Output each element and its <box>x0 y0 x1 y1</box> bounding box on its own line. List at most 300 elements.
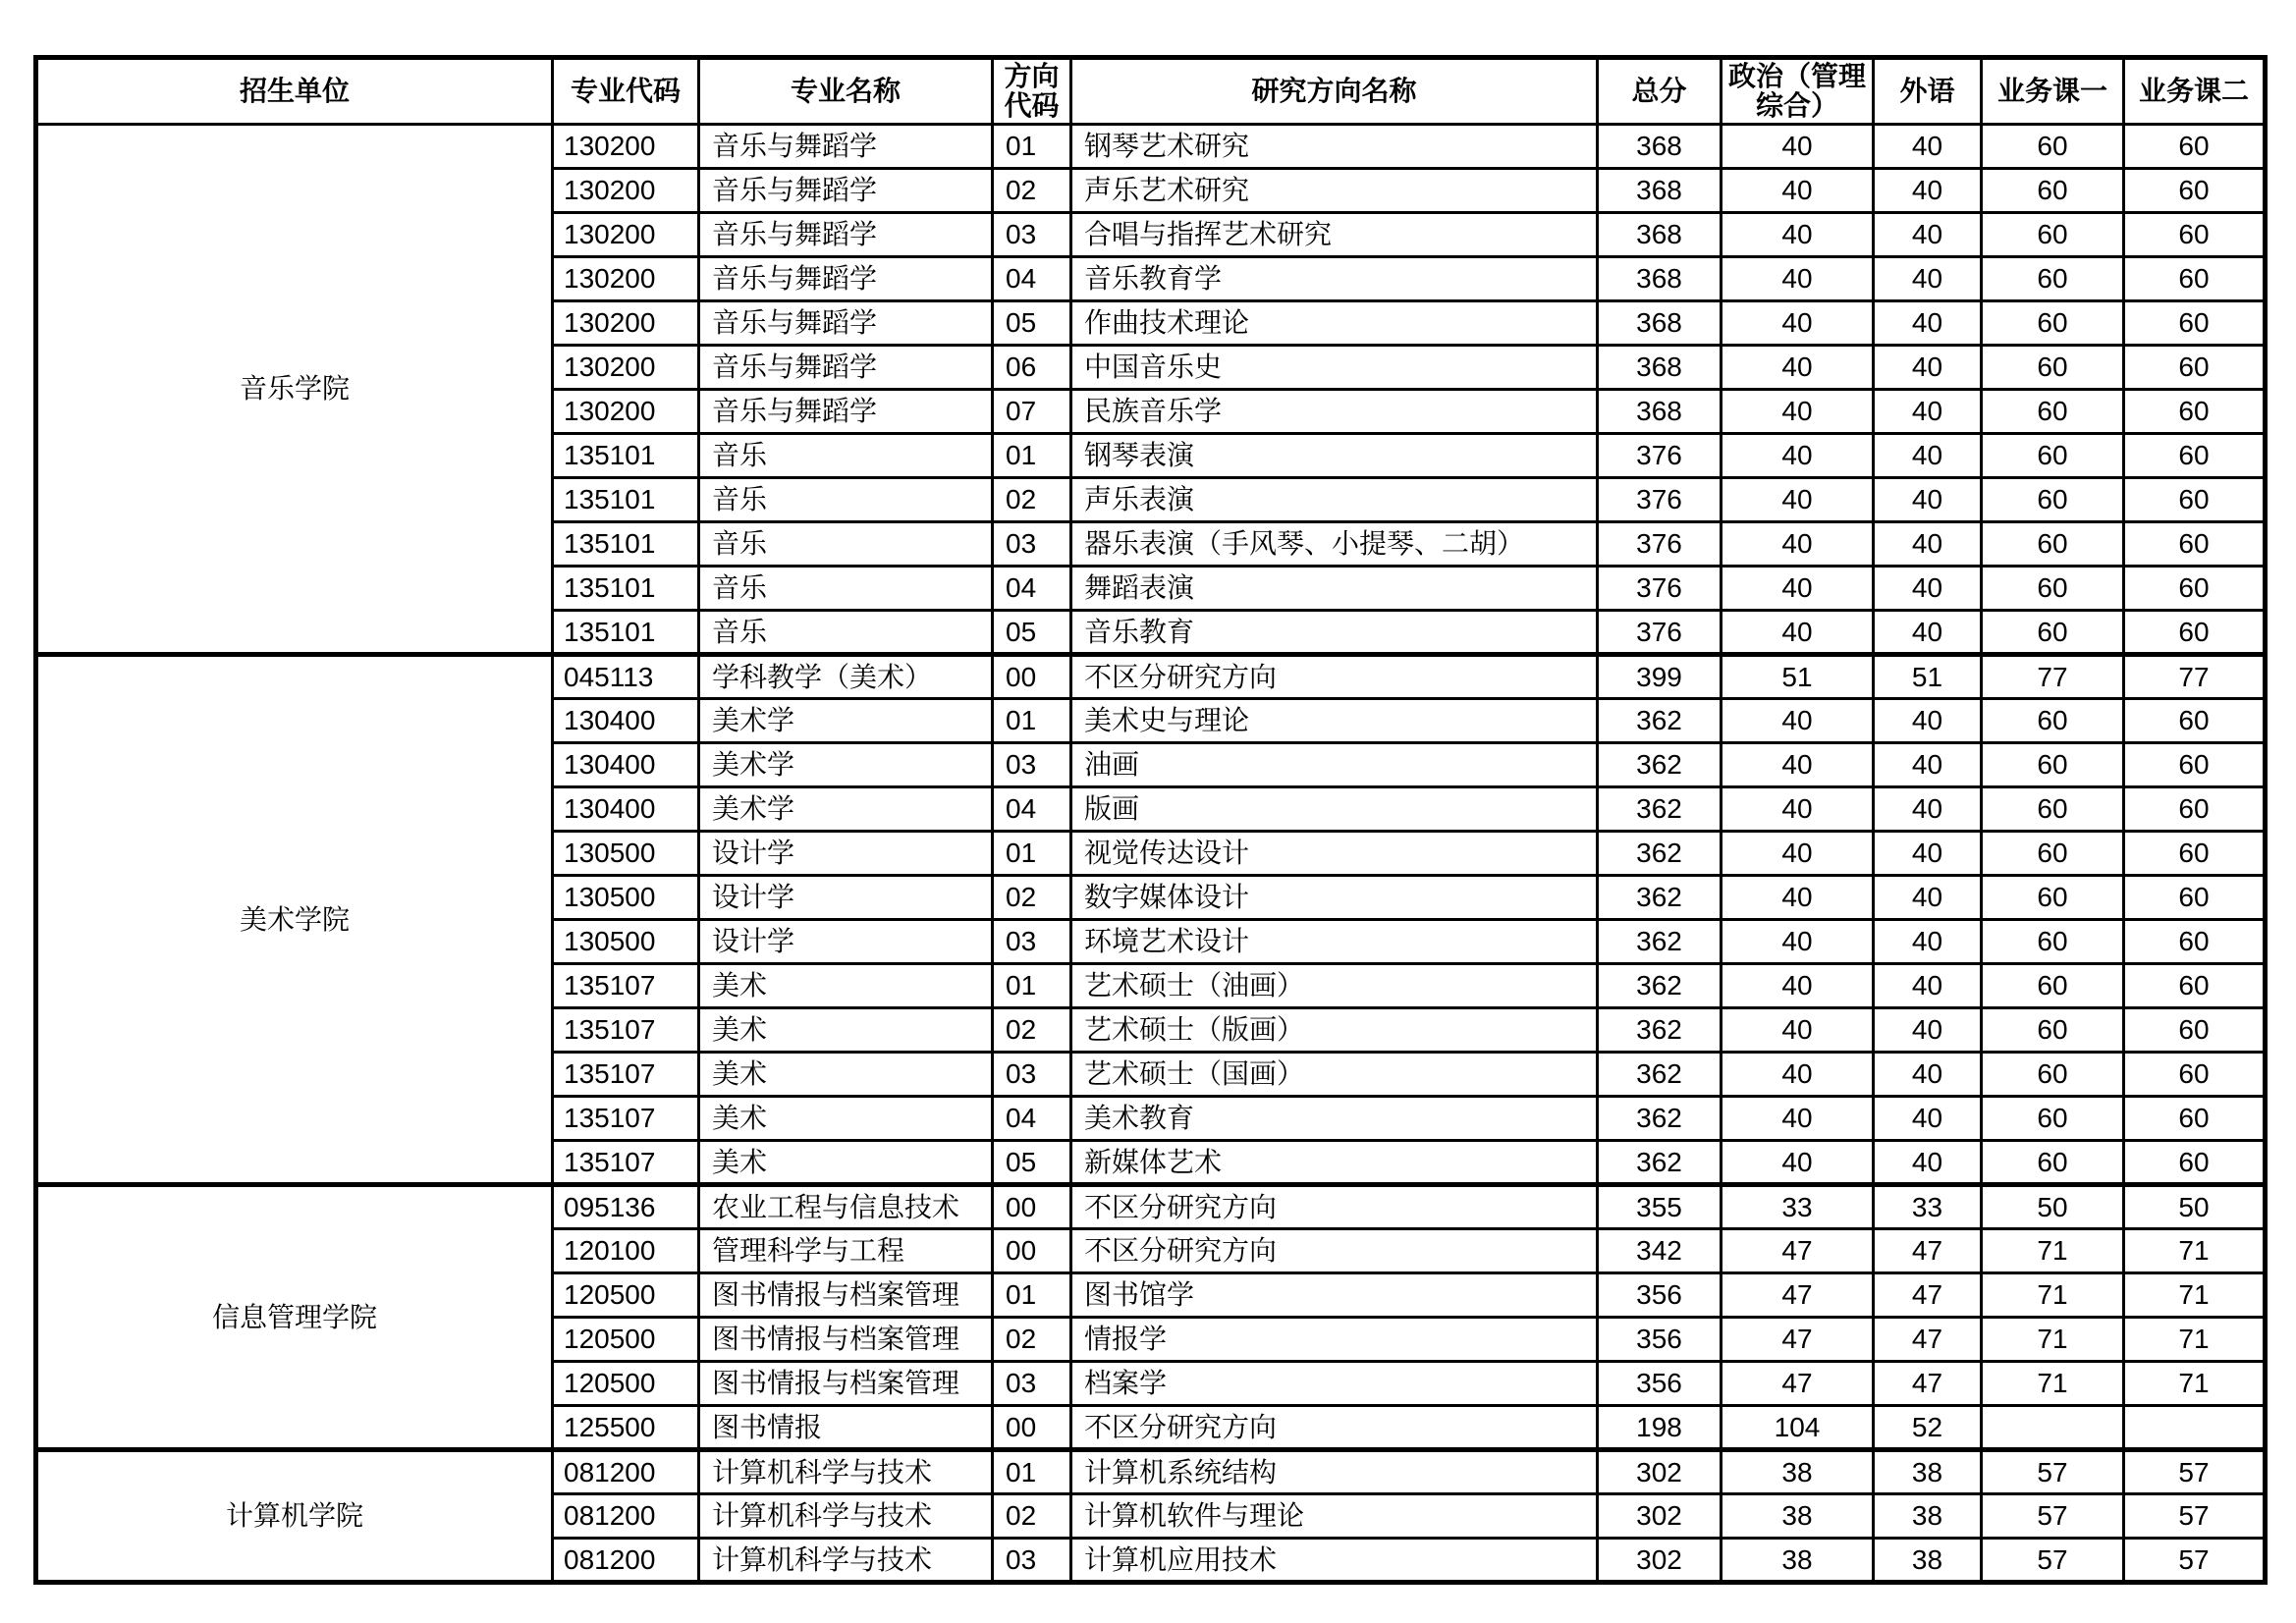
major-code-cell: 135101 <box>553 434 699 478</box>
major-code-cell: 130400 <box>553 743 699 787</box>
course2-score-cell: 60 <box>2124 1097 2266 1141</box>
table-head <box>36 58 2266 125</box>
direction-name-cell: 视觉传达设计 <box>1071 832 1598 876</box>
politics-score-cell: 40 <box>1722 257 1874 301</box>
course1-score-cell: 60 <box>1982 346 2124 390</box>
course2-score-cell: 60 <box>2124 125 2266 169</box>
direction-name-cell: 数字媒体设计 <box>1071 876 1598 920</box>
direction-code-cell: 05 <box>993 611 1071 655</box>
foreign-language-score-cell: 40 <box>1874 257 1982 301</box>
foreign-language-score-cell: 40 <box>1874 832 1982 876</box>
total-score-cell: 356 <box>1598 1362 1722 1406</box>
direction-code-cell: 04 <box>993 787 1071 832</box>
total-score-cell: 362 <box>1598 920 1722 964</box>
column-header-course2: 业务课二 <box>2124 58 2266 125</box>
major-code-cell: 135107 <box>553 964 699 1008</box>
column-header-major-code: 专业代码 <box>553 58 699 125</box>
unit-cell: 信息管理学院 <box>36 1185 553 1450</box>
major-code-cell: 130400 <box>553 699 699 743</box>
table-row <box>36 1185 2266 1229</box>
major-code-cell: 130500 <box>553 920 699 964</box>
politics-score-cell: 40 <box>1722 346 1874 390</box>
foreign-language-score-cell: 40 <box>1874 346 1982 390</box>
politics-score-cell: 51 <box>1722 655 1874 699</box>
politics-score-cell: 33 <box>1722 1185 1874 1229</box>
foreign-language-score-cell: 40 <box>1874 567 1982 611</box>
direction-name-cell: 声乐表演 <box>1071 478 1598 522</box>
politics-score-cell: 40 <box>1722 920 1874 964</box>
total-score-cell: 362 <box>1598 1008 1722 1053</box>
politics-score-cell: 40 <box>1722 522 1874 567</box>
total-score-cell: 362 <box>1598 787 1722 832</box>
major-code-cell: 125500 <box>553 1406 699 1450</box>
direction-code-cell: 01 <box>993 964 1071 1008</box>
major-code-cell: 135107 <box>553 1008 699 1053</box>
direction-name-cell: 音乐教育 <box>1071 611 1598 655</box>
course1-score-cell: 57 <box>1982 1539 2124 1583</box>
direction-name-cell: 版画 <box>1071 787 1598 832</box>
total-score-cell: 198 <box>1598 1406 1722 1450</box>
major-code-cell: 120500 <box>553 1362 699 1406</box>
direction-name-cell: 不区分研究方向 <box>1071 1406 1598 1450</box>
course1-score-cell: 57 <box>1982 1494 2124 1539</box>
course1-score-cell: 60 <box>1982 787 2124 832</box>
politics-score-cell: 40 <box>1722 390 1874 434</box>
course2-score-cell: 71 <box>2124 1362 2266 1406</box>
course2-score-cell <box>2124 1406 2266 1450</box>
direction-name-cell: 作曲技术理论 <box>1071 301 1598 346</box>
course2-score-cell: 60 <box>2124 567 2266 611</box>
direction-name-cell: 合唱与指挥艺术研究 <box>1071 213 1598 257</box>
course1-score-cell: 57 <box>1982 1450 2124 1494</box>
table-row <box>36 1450 2266 1494</box>
unit-cell: 计算机学院 <box>36 1450 553 1583</box>
course1-score-cell: 60 <box>1982 125 2124 169</box>
major-name-cell: 美术 <box>699 1097 993 1141</box>
total-score-cell: 362 <box>1598 964 1722 1008</box>
major-name-cell: 计算机科学与技术 <box>699 1494 993 1539</box>
foreign-language-score-cell: 40 <box>1874 876 1982 920</box>
major-code-cell: 130400 <box>553 787 699 832</box>
course2-score-cell: 71 <box>2124 1273 2266 1318</box>
course1-score-cell: 60 <box>1982 743 2124 787</box>
course1-score-cell: 60 <box>1982 567 2124 611</box>
course1-score-cell: 71 <box>1982 1229 2124 1273</box>
direction-code-cell: 03 <box>993 743 1071 787</box>
total-score-cell: 342 <box>1598 1229 1722 1273</box>
major-name-cell: 图书情报与档案管理 <box>699 1273 993 1318</box>
foreign-language-score-cell: 40 <box>1874 390 1982 434</box>
major-code-cell: 130200 <box>553 213 699 257</box>
direction-name-cell: 油画 <box>1071 743 1598 787</box>
course2-score-cell: 60 <box>2124 257 2266 301</box>
foreign-language-score-cell: 40 <box>1874 699 1982 743</box>
politics-score-cell: 40 <box>1722 699 1874 743</box>
course1-score-cell: 77 <box>1982 655 2124 699</box>
total-score-cell: 368 <box>1598 169 1722 213</box>
major-code-cell: 130500 <box>553 876 699 920</box>
major-name-cell: 美术 <box>699 1008 993 1053</box>
total-score-cell: 362 <box>1598 876 1722 920</box>
direction-name-cell: 钢琴表演 <box>1071 434 1598 478</box>
foreign-language-score-cell: 40 <box>1874 169 1982 213</box>
foreign-language-score-cell: 40 <box>1874 743 1982 787</box>
course1-score-cell: 60 <box>1982 611 2124 655</box>
course1-score-cell: 60 <box>1982 257 2124 301</box>
course2-score-cell: 71 <box>2124 1318 2266 1362</box>
total-score-cell: 376 <box>1598 434 1722 478</box>
direction-code-cell: 05 <box>993 1141 1071 1185</box>
course2-score-cell: 60 <box>2124 699 2266 743</box>
foreign-language-score-cell: 40 <box>1874 1097 1982 1141</box>
direction-name-cell: 档案学 <box>1071 1362 1598 1406</box>
direction-name-cell: 不区分研究方向 <box>1071 1185 1598 1229</box>
course1-score-cell: 60 <box>1982 1141 2124 1185</box>
politics-score-cell: 40 <box>1722 213 1874 257</box>
politics-score-cell: 104 <box>1722 1406 1874 1450</box>
major-name-cell: 音乐与舞蹈学 <box>699 125 993 169</box>
politics-score-cell: 40 <box>1722 787 1874 832</box>
major-name-cell: 音乐与舞蹈学 <box>699 257 993 301</box>
course2-score-cell: 60 <box>2124 611 2266 655</box>
direction-code-cell: 04 <box>993 257 1071 301</box>
direction-code-cell: 01 <box>993 434 1071 478</box>
direction-name-cell: 环境艺术设计 <box>1071 920 1598 964</box>
table-header-row <box>36 58 2266 125</box>
politics-score-cell: 40 <box>1722 301 1874 346</box>
total-score-cell: 368 <box>1598 301 1722 346</box>
course1-score-cell <box>1982 1406 2124 1450</box>
column-header-politics: 政治（管理综合） <box>1722 58 1874 125</box>
foreign-language-score-cell: 47 <box>1874 1318 1982 1362</box>
foreign-language-score-cell: 40 <box>1874 1053 1982 1097</box>
course1-score-cell: 71 <box>1982 1362 2124 1406</box>
course2-score-cell: 60 <box>2124 213 2266 257</box>
total-score-cell: 362 <box>1598 743 1722 787</box>
major-name-cell: 音乐与舞蹈学 <box>699 213 993 257</box>
direction-code-cell: 01 <box>993 699 1071 743</box>
course1-score-cell: 60 <box>1982 699 2124 743</box>
direction-code-cell: 02 <box>993 169 1071 213</box>
foreign-language-score-cell: 40 <box>1874 611 1982 655</box>
direction-code-cell: 01 <box>993 1450 1071 1494</box>
direction-name-cell: 器乐表演（手风琴、小提琴、二胡） <box>1071 522 1598 567</box>
total-score-cell: 368 <box>1598 257 1722 301</box>
foreign-language-score-cell: 52 <box>1874 1406 1982 1450</box>
major-code-cell: 045113 <box>553 655 699 699</box>
major-name-cell: 美术学 <box>699 787 993 832</box>
major-name-cell: 计算机科学与技术 <box>699 1450 993 1494</box>
foreign-language-score-cell: 47 <box>1874 1362 1982 1406</box>
major-name-cell: 管理科学与工程 <box>699 1229 993 1273</box>
major-name-cell: 音乐与舞蹈学 <box>699 390 993 434</box>
direction-code-cell: 03 <box>993 1539 1071 1583</box>
total-score-cell: 362 <box>1598 699 1722 743</box>
direction-code-cell: 00 <box>993 655 1071 699</box>
column-header-major-name: 专业名称 <box>699 58 993 125</box>
direction-name-cell: 计算机系统结构 <box>1071 1450 1598 1494</box>
total-score-cell: 368 <box>1598 213 1722 257</box>
politics-score-cell: 40 <box>1722 434 1874 478</box>
direction-code-cell: 06 <box>993 346 1071 390</box>
course1-score-cell: 60 <box>1982 478 2124 522</box>
total-score-cell: 376 <box>1598 478 1722 522</box>
course1-score-cell: 60 <box>1982 213 2124 257</box>
major-name-cell: 设计学 <box>699 876 993 920</box>
major-name-cell: 图书情报与档案管理 <box>699 1318 993 1362</box>
total-score-cell: 399 <box>1598 655 1722 699</box>
course2-score-cell: 60 <box>2124 522 2266 567</box>
foreign-language-score-cell: 40 <box>1874 213 1982 257</box>
column-header-unit: 招生单位 <box>36 58 553 125</box>
major-name-cell: 设计学 <box>699 920 993 964</box>
major-name-cell: 音乐与舞蹈学 <box>699 346 993 390</box>
major-code-cell: 130500 <box>553 832 699 876</box>
course1-score-cell: 60 <box>1982 876 2124 920</box>
table-row <box>36 655 2266 699</box>
major-name-cell: 图书情报 <box>699 1406 993 1450</box>
major-code-cell: 130200 <box>553 390 699 434</box>
direction-name-cell: 艺术硕士（油画） <box>1071 964 1598 1008</box>
major-code-cell: 135107 <box>553 1053 699 1097</box>
major-code-cell: 135101 <box>553 611 699 655</box>
course1-score-cell: 60 <box>1982 964 2124 1008</box>
direction-code-cell: 02 <box>993 1318 1071 1362</box>
politics-score-cell: 40 <box>1722 743 1874 787</box>
course2-score-cell: 57 <box>2124 1539 2266 1583</box>
column-header-direction-name: 研究方向名称 <box>1071 58 1598 125</box>
direction-name-cell: 音乐教育学 <box>1071 257 1598 301</box>
total-score-cell: 356 <box>1598 1318 1722 1362</box>
major-name-cell: 音乐 <box>699 478 993 522</box>
unit-cell: 美术学院 <box>36 655 553 1185</box>
column-header-course1: 业务课一 <box>1982 58 2124 125</box>
major-code-cell: 130200 <box>553 257 699 301</box>
course2-score-cell: 60 <box>2124 920 2266 964</box>
total-score-cell: 302 <box>1598 1539 1722 1583</box>
major-name-cell: 图书情报与档案管理 <box>699 1362 993 1406</box>
foreign-language-score-cell: 40 <box>1874 301 1982 346</box>
politics-score-cell: 38 <box>1722 1539 1874 1583</box>
direction-code-cell: 03 <box>993 522 1071 567</box>
course1-score-cell: 60 <box>1982 434 2124 478</box>
major-code-cell: 135101 <box>553 522 699 567</box>
major-code-cell: 095136 <box>553 1185 699 1229</box>
direction-name-cell: 美术史与理论 <box>1071 699 1598 743</box>
total-score-cell: 368 <box>1598 125 1722 169</box>
major-code-cell: 135107 <box>553 1141 699 1185</box>
course2-score-cell: 60 <box>2124 1053 2266 1097</box>
major-name-cell: 学科教学（美术） <box>699 655 993 699</box>
politics-score-cell: 40 <box>1722 125 1874 169</box>
foreign-language-score-cell: 40 <box>1874 787 1982 832</box>
major-name-cell: 音乐 <box>699 567 993 611</box>
foreign-language-score-cell: 38 <box>1874 1494 1982 1539</box>
course2-score-cell: 60 <box>2124 478 2266 522</box>
major-name-cell: 音乐与舞蹈学 <box>699 169 993 213</box>
politics-score-cell: 38 <box>1722 1450 1874 1494</box>
direction-code-cell: 03 <box>993 1053 1071 1097</box>
major-name-cell: 美术 <box>699 1141 993 1185</box>
direction-name-cell: 不区分研究方向 <box>1071 655 1598 699</box>
direction-name-cell: 艺术硕士（国画） <box>1071 1053 1598 1097</box>
direction-name-cell: 声乐艺术研究 <box>1071 169 1598 213</box>
foreign-language-score-cell: 40 <box>1874 1008 1982 1053</box>
direction-code-cell: 00 <box>993 1185 1071 1229</box>
course2-score-cell: 60 <box>2124 787 2266 832</box>
direction-name-cell: 钢琴艺术研究 <box>1071 125 1598 169</box>
foreign-language-score-cell: 40 <box>1874 434 1982 478</box>
foreign-language-score-cell: 40 <box>1874 125 1982 169</box>
total-score-cell: 302 <box>1598 1450 1722 1494</box>
course2-score-cell: 57 <box>2124 1494 2266 1539</box>
course1-score-cell: 60 <box>1982 169 2124 213</box>
politics-score-cell: 40 <box>1722 478 1874 522</box>
politics-score-cell: 40 <box>1722 611 1874 655</box>
direction-code-cell: 01 <box>993 832 1071 876</box>
course2-score-cell: 60 <box>2124 1008 2266 1053</box>
direction-name-cell: 舞蹈表演 <box>1071 567 1598 611</box>
course2-score-cell: 57 <box>2124 1450 2266 1494</box>
column-header-direction-code: 方向代码 <box>993 58 1071 125</box>
major-code-cell: 081200 <box>553 1450 699 1494</box>
foreign-language-score-cell: 38 <box>1874 1450 1982 1494</box>
direction-code-cell: 00 <box>993 1406 1071 1450</box>
direction-name-cell: 中国音乐史 <box>1071 346 1598 390</box>
direction-name-cell: 民族音乐学 <box>1071 390 1598 434</box>
politics-score-cell: 47 <box>1722 1273 1874 1318</box>
course2-score-cell: 60 <box>2124 346 2266 390</box>
direction-code-cell: 02 <box>993 1008 1071 1053</box>
politics-score-cell: 40 <box>1722 876 1874 920</box>
course1-score-cell: 60 <box>1982 832 2124 876</box>
course1-score-cell: 71 <box>1982 1318 2124 1362</box>
column-header-total-score: 总分 <box>1598 58 1722 125</box>
course2-score-cell: 60 <box>2124 169 2266 213</box>
direction-name-cell: 计算机软件与理论 <box>1071 1494 1598 1539</box>
politics-score-cell: 38 <box>1722 1494 1874 1539</box>
major-code-cell: 081200 <box>553 1494 699 1539</box>
total-score-cell: 362 <box>1598 1053 1722 1097</box>
major-code-cell: 135101 <box>553 567 699 611</box>
direction-code-cell: 01 <box>993 1273 1071 1318</box>
unit-cell: 音乐学院 <box>36 125 553 655</box>
course1-score-cell: 60 <box>1982 522 2124 567</box>
foreign-language-score-cell: 40 <box>1874 478 1982 522</box>
table-body <box>36 125 2266 1583</box>
major-name-cell: 计算机科学与技术 <box>699 1539 993 1583</box>
foreign-language-score-cell: 40 <box>1874 920 1982 964</box>
major-code-cell: 120500 <box>553 1318 699 1362</box>
direction-code-cell: 03 <box>993 920 1071 964</box>
politics-score-cell: 40 <box>1722 832 1874 876</box>
direction-code-cell: 05 <box>993 301 1071 346</box>
course1-score-cell: 60 <box>1982 1053 2124 1097</box>
direction-code-cell: 02 <box>993 1494 1071 1539</box>
course1-score-cell: 60 <box>1982 1097 2124 1141</box>
total-score-cell: 362 <box>1598 1097 1722 1141</box>
politics-score-cell: 47 <box>1722 1362 1874 1406</box>
foreign-language-score-cell: 33 <box>1874 1185 1982 1229</box>
major-code-cell: 081200 <box>553 1539 699 1583</box>
major-code-cell: 135101 <box>553 478 699 522</box>
direction-code-cell: 04 <box>993 1097 1071 1141</box>
total-score-cell: 302 <box>1598 1494 1722 1539</box>
direction-name-cell: 情报学 <box>1071 1318 1598 1362</box>
major-name-cell: 美术学 <box>699 743 993 787</box>
course2-score-cell: 50 <box>2124 1185 2266 1229</box>
major-code-cell: 130200 <box>553 125 699 169</box>
course2-score-cell: 60 <box>2124 832 2266 876</box>
politics-score-cell: 40 <box>1722 964 1874 1008</box>
direction-code-cell: 03 <box>993 1362 1071 1406</box>
column-header-foreign-language: 外语 <box>1874 58 1982 125</box>
direction-code-cell: 02 <box>993 478 1071 522</box>
foreign-language-score-cell: 40 <box>1874 522 1982 567</box>
foreign-language-score-cell: 47 <box>1874 1229 1982 1273</box>
foreign-language-score-cell: 51 <box>1874 655 1982 699</box>
total-score-cell: 356 <box>1598 1273 1722 1318</box>
major-name-cell: 农业工程与信息技术 <box>699 1185 993 1229</box>
total-score-cell: 368 <box>1598 346 1722 390</box>
politics-score-cell: 47 <box>1722 1229 1874 1273</box>
total-score-cell: 376 <box>1598 611 1722 655</box>
major-name-cell: 美术 <box>699 964 993 1008</box>
total-score-cell: 368 <box>1598 390 1722 434</box>
direction-name-cell: 计算机应用技术 <box>1071 1539 1598 1583</box>
politics-score-cell: 47 <box>1722 1318 1874 1362</box>
direction-code-cell: 01 <box>993 125 1071 169</box>
direction-code-cell: 03 <box>993 213 1071 257</box>
direction-code-cell: 02 <box>993 876 1071 920</box>
admission-score-table <box>33 55 2268 1585</box>
direction-name-cell: 艺术硕士（版画） <box>1071 1008 1598 1053</box>
course2-score-cell: 60 <box>2124 390 2266 434</box>
direction-code-cell: 04 <box>993 567 1071 611</box>
total-score-cell: 376 <box>1598 522 1722 567</box>
foreign-language-score-cell: 40 <box>1874 964 1982 1008</box>
politics-score-cell: 40 <box>1722 1141 1874 1185</box>
major-code-cell: 130200 <box>553 301 699 346</box>
major-name-cell: 美术 <box>699 1053 993 1097</box>
course2-score-cell: 60 <box>2124 743 2266 787</box>
major-name-cell: 设计学 <box>699 832 993 876</box>
course1-score-cell: 60 <box>1982 920 2124 964</box>
course1-score-cell: 60 <box>1982 390 2124 434</box>
course2-score-cell: 60 <box>2124 1141 2266 1185</box>
direction-name-cell: 美术教育 <box>1071 1097 1598 1141</box>
politics-score-cell: 40 <box>1722 169 1874 213</box>
course2-score-cell: 60 <box>2124 301 2266 346</box>
foreign-language-score-cell: 38 <box>1874 1539 1982 1583</box>
politics-score-cell: 40 <box>1722 1097 1874 1141</box>
total-score-cell: 362 <box>1598 1141 1722 1185</box>
major-code-cell: 135107 <box>553 1097 699 1141</box>
course1-score-cell: 50 <box>1982 1185 2124 1229</box>
direction-name-cell: 新媒体艺术 <box>1071 1141 1598 1185</box>
table-row <box>36 125 2266 169</box>
major-name-cell: 音乐 <box>699 434 993 478</box>
course2-score-cell: 71 <box>2124 1229 2266 1273</box>
major-code-cell: 120500 <box>553 1273 699 1318</box>
politics-score-cell: 40 <box>1722 1053 1874 1097</box>
foreign-language-score-cell: 47 <box>1874 1273 1982 1318</box>
total-score-cell: 355 <box>1598 1185 1722 1229</box>
foreign-language-score-cell: 40 <box>1874 1141 1982 1185</box>
course1-score-cell: 60 <box>1982 301 2124 346</box>
course2-score-cell: 60 <box>2124 964 2266 1008</box>
total-score-cell: 376 <box>1598 567 1722 611</box>
